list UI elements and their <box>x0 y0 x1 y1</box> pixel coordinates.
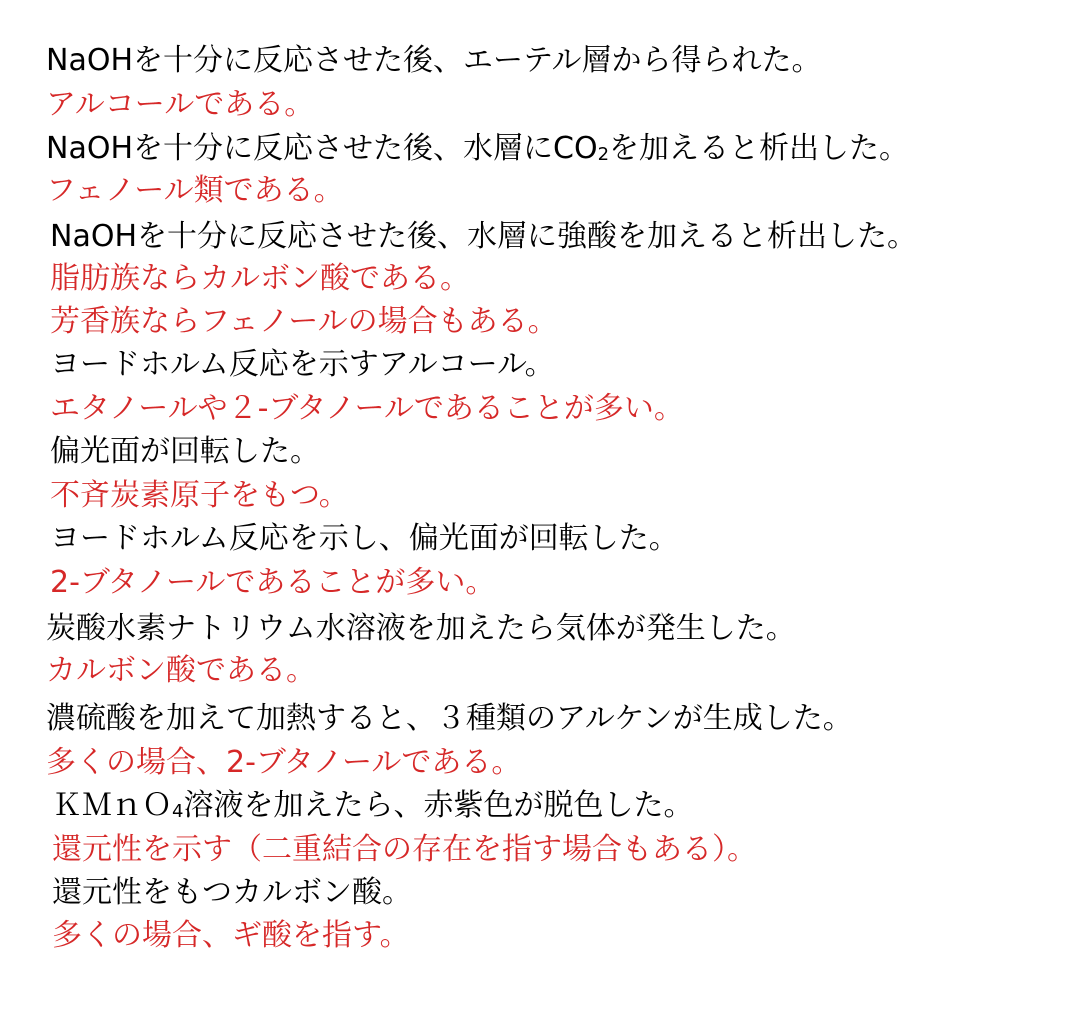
question-line-9-text-a: ＫＭｎＯ <box>52 788 172 823</box>
question-line-2-text-a: NaOHを十分に反応させた後、水層にCO <box>46 131 598 166</box>
subscript-2: 2 <box>597 144 610 165</box>
answer-line-10: 多くの場合、ギ酸を指す。 <box>52 918 410 953</box>
question-line-7: 炭酸水素ナトリウム水溶液を加えたら気体が発生した。 <box>46 611 796 646</box>
answer-line-1: アルコールである。 <box>46 87 315 122</box>
answer-line-3b: 芳香族ならフェノールの場合もある。 <box>50 304 558 339</box>
answer-line-8: 多くの場合、2-ブタノールである。 <box>46 745 522 780</box>
question-line-9 <box>52 787 693 829</box>
question-line-2 <box>46 130 909 172</box>
question-line-3: NaOHを十分に反応させた後、水層に強酸を加えると析出した。 <box>50 219 917 254</box>
question-line-4: ヨードホルム反応を示すアルコール。 <box>50 347 555 382</box>
question-line-6: ヨードホルム反応を示し、偏光面が回転した。 <box>50 521 679 556</box>
answer-line-7: カルボン酸である。 <box>46 653 316 688</box>
answer-line-2: フェノール類である。 <box>46 173 344 208</box>
question-line-9-text-b: 溶液を加えたら、赤紫色が脱色した。 <box>183 788 694 823</box>
subscript-4: 4 <box>172 801 184 822</box>
question-line-5: 偏光面が回転した。 <box>50 434 320 469</box>
question-line-10: 還元性をもつカルボン酸。 <box>52 875 412 910</box>
answer-line-4: エタノールや２-ブタノールであることが多い。 <box>50 391 684 426</box>
answer-line-9: 還元性を示す（二重結合の存在を指す場合もある）。 <box>52 832 757 867</box>
answer-line-3a: 脂肪族ならカルボン酸である。 <box>50 261 470 296</box>
question-line-1: NaOHを十分に反応させた後、エーテル層から得られた。 <box>46 43 822 78</box>
question-line-8: 濃硫酸を加えて加熱すると、３種類のアルケンが生成した。 <box>46 701 853 736</box>
answer-line-6: 2-ブタノールであることが多い。 <box>50 565 496 600</box>
answer-line-5: 不斉炭素原子をもつ。 <box>50 478 349 513</box>
question-line-2-text-b: を加えると析出した。 <box>609 131 910 166</box>
